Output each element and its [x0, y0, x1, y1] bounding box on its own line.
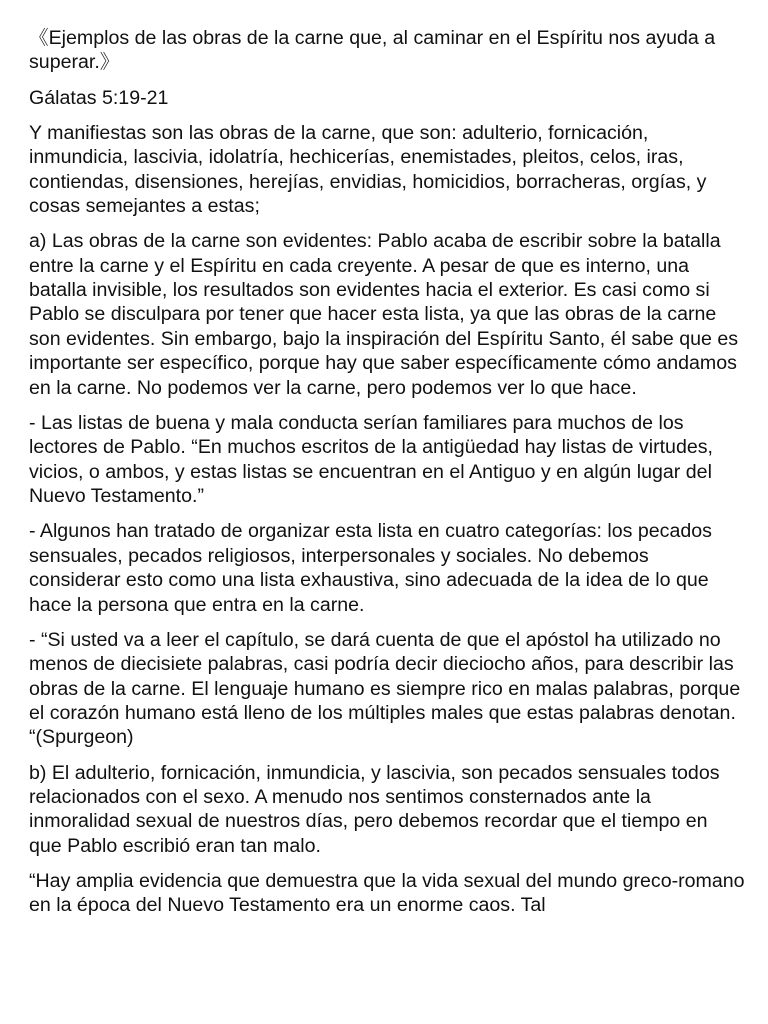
body-paragraph: - “Si usted va a leer el capítulo, se dará cuenta de que el apóstol ha utilizado no menos de diecisiete palabras, casi podría decir dieciocho años, para describir las obras de la carne. El lenguaje humano es siempre rico en malas palabras, porque el corazón humano está lleno de los múltiples males que estas palabras denotan. “(Spurgeon)	[29, 628, 741, 749]
body-paragraph: “Hay amplia evidencia que demuestra que la vida sexual del mundo greco-romano en la época del Nuevo Testamento era un enorme caos. Tal	[29, 869, 745, 917]
body-paragraph: b) El adulterio, fornicación, inmundicia, y lascivia, son pecados sensuales todos relacionados con el sexo. A menudo nos sentimos consternados ante la inmoralidad sexual de nuestros días, pero debemos recordar que el tiempo en que Pablo escribió eran tan malo.	[29, 761, 720, 857]
scripture-quote: Y manifiestas son las obras de la carne, que son: adulterio, fornicación, inmundicia, lascivia, idolatría, hechicerías, enemistades, pleitos, celos, iras, contiendas, disensiones, herejías, envidias, homicidios, borracheras, orgías, y cosas semejantes a estas;	[29, 121, 707, 218]
body-paragraph: a) Las obras de la carne son evidentes: Pablo acaba de escribir sobre la batalla entre la carne y el Espíritu en cada creyente. A pesar de que es interno, una batalla invisible, los resultados son evidentes hacia el exterior. Es casi como si Pablo se disculpara por tener que hacer esta lista, ya que las obras de la carne son evidentes. Sin embargo, bajo la inspiración del Espíritu Santo, él sabe que es importante ser específico, porque hay que saber específicamente cómo andamos en la carne. No podemos ver la carne, pero podemos ver lo que hace.	[29, 230, 739, 399]
document-title: 《Ejemplos de las obras de la carne que, al caminar en el Espíritu nos ayuda a superar.》	[29, 27, 716, 74]
body-paragraph: - Las listas de buena y mala conducta serían familiares para muchos de los lectores de Pablo. “En muchos escritos de la antigüedad hay listas de virtudes, vicios, o ambos, y estas listas se encuentran en el Antiguo y en algún lugar del Nuevo Testamento.”	[29, 411, 713, 508]
scripture-reference: Gálatas 5:19-21	[29, 86, 169, 109]
body-paragraph: - Algunos han tratado de organizar esta lista en cuatro categorías: los pecados sensuales, pecados religiosos, interpersonales y sociales. No debemos considerar esto como una lista exhaustiva, sino adecuada de la idea de lo que hace la persona que entra en la carne.	[29, 520, 712, 616]
document-page	[29, 26, 745, 929]
